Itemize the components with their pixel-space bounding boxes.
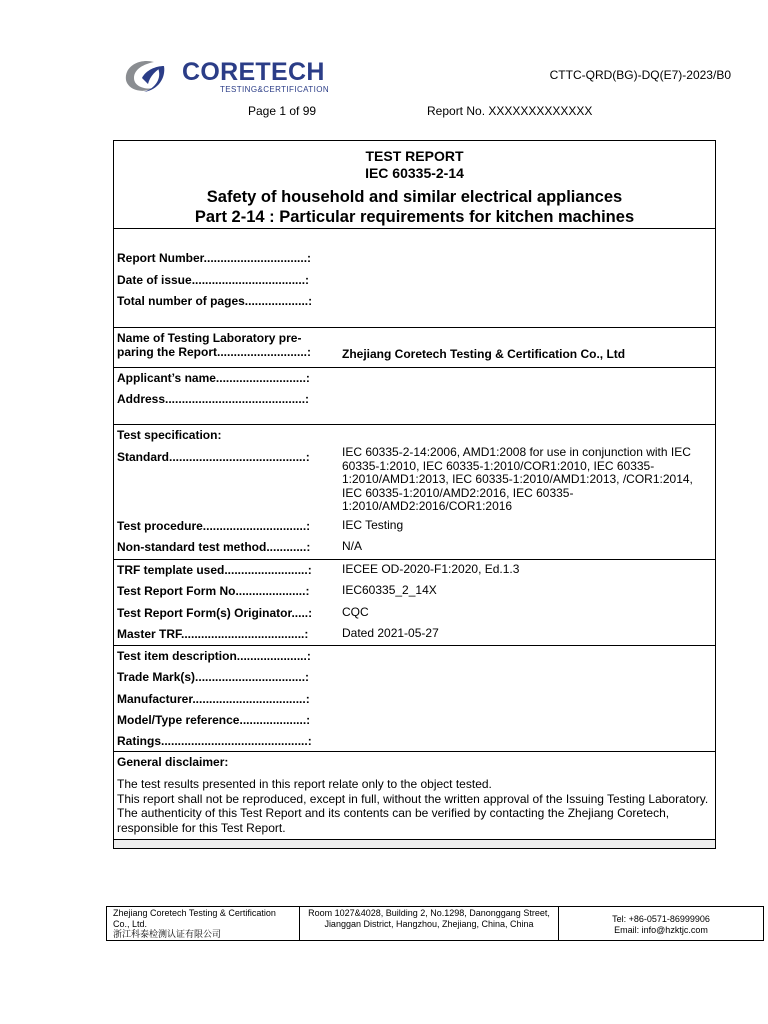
- value-trf-template: IECEE OD-2020-F1:2020, Ed.1.3: [342, 562, 520, 576]
- report-number-header: Report No. XXXXXXXXXXXXX: [427, 104, 593, 118]
- label-report-number: Report Number...............................:: [117, 251, 312, 265]
- label-lab-name-line1: Name of Testing Laboratory pre-: [117, 331, 302, 345]
- company-logo: [120, 56, 340, 96]
- label-trade-mark: Trade Mark(s).................................:: [117, 670, 310, 684]
- title-standard: IEC 60335-2-14: [365, 165, 464, 181]
- label-master-trf: Master TRF.....................................:: [117, 627, 309, 641]
- divider: [114, 751, 715, 752]
- label-date-of-issue: Date of issue..................................:: [117, 273, 310, 287]
- label-general-disclaimer: General disclaimer:: [117, 755, 229, 769]
- label-item-description: Test item description.....................:: [117, 649, 311, 663]
- divider: [114, 645, 715, 646]
- divider: [114, 228, 715, 229]
- label-applicant: Applicant’s name...........................:: [117, 371, 310, 385]
- value-lab-name: Zhejiang Coretech Testing & Certification Co., Ltd: [342, 347, 626, 361]
- label-standard: Standard.........................................:: [117, 450, 310, 464]
- value-trf-originator: CQC: [342, 605, 369, 619]
- divider: [114, 367, 715, 368]
- footer-contact: [558, 907, 763, 940]
- page-footer: [106, 906, 764, 941]
- logo-subtitle: TESTING&CERTIFICATION: [220, 85, 329, 94]
- label-non-standard-method: Non-standard test method............:: [117, 540, 311, 554]
- value-trf-form-no: IEC60335_2_14X: [342, 583, 437, 597]
- value-master-trf: Dated 2021-05-27: [342, 626, 439, 640]
- label-trf-originator: Test Report Form(s) Originator.....:: [117, 606, 313, 620]
- form-bottom-band: [114, 839, 715, 848]
- logo-name: CORETECH: [182, 58, 325, 86]
- label-trf-form-no: Test Report Form No.....................:: [117, 584, 310, 598]
- report-form: [113, 140, 716, 849]
- label-ratings: Ratings............................................:: [117, 734, 312, 748]
- footer-company-cn: 浙江科泰检测认证有限公司: [113, 929, 222, 939]
- divider: [114, 559, 715, 560]
- divider: [114, 424, 715, 425]
- coretech-swoosh-icon: [120, 56, 170, 96]
- value-test-procedure: IEC Testing: [342, 518, 404, 532]
- label-test-procedure: Test procedure...............................:: [117, 519, 311, 533]
- footer-tel: Tel: +86-0571-86999906: [612, 914, 710, 924]
- label-lab-name-line2: paring the Report...........................:: [117, 345, 312, 359]
- title-part: Part 2-14 : Particular requirements for kitchen machines: [194, 208, 635, 226]
- label-model-reference: Model/Type reference....................:: [117, 713, 311, 727]
- label-manufacturer: Manufacturer..................................:: [117, 692, 310, 706]
- footer-email: Email: info@hzktjc.com: [614, 924, 708, 935]
- footer-company: [107, 907, 299, 940]
- title-test-report: TEST REPORT: [365, 148, 464, 164]
- footer-address: Room 1027&4028, Building 2, No.1298, Danonggang Street, Jianggan District, Hangzhou, Zhejiang, China, China: [299, 907, 558, 940]
- label-address: Address..........................................:: [117, 392, 310, 406]
- label-trf-template: TRF template used.........................:: [117, 563, 312, 577]
- label-test-specification: Test specification:: [117, 428, 222, 442]
- page-number: Page 1 of 99: [248, 104, 317, 118]
- title-main: Safety of household and similar electrical appliances: [206, 188, 623, 206]
- document-id: CTTC-QRD(BG)-DQ(E7)-2023/B0: [549, 68, 731, 82]
- disclaimer-text: The test results presented in this report relate only to the object tested. This report shall not be reproduced, except in full, without the written approval of the Issuing Testing Laboratory. The authenticity of this Test Report and its contents can be verified by contacting the Zhejiang Coretech, responsible for this Test Report.: [117, 777, 709, 835]
- label-total-pages: Total number of pages...................:: [117, 294, 313, 308]
- footer-company-en: Zhejiang Coretech Testing & Certification Co., Ltd.: [113, 908, 276, 929]
- value-standard: IEC 60335-2-14:2006, AMD1:2008 for use in conjunction with IEC 60335-1:2010, IEC 60335-1:2010/COR1:2010, IEC 60335-1:2010/AMD1:2013, IEC 60335-1:2010/AMD1:2013, /COR1:2014, IEC 60335-1:2010/AMD2:2016, IEC 60335-1:2010/AMD2:2016/COR1:2016: [342, 445, 693, 513]
- divider: [114, 327, 715, 328]
- value-non-standard-method: N/A: [342, 539, 363, 553]
